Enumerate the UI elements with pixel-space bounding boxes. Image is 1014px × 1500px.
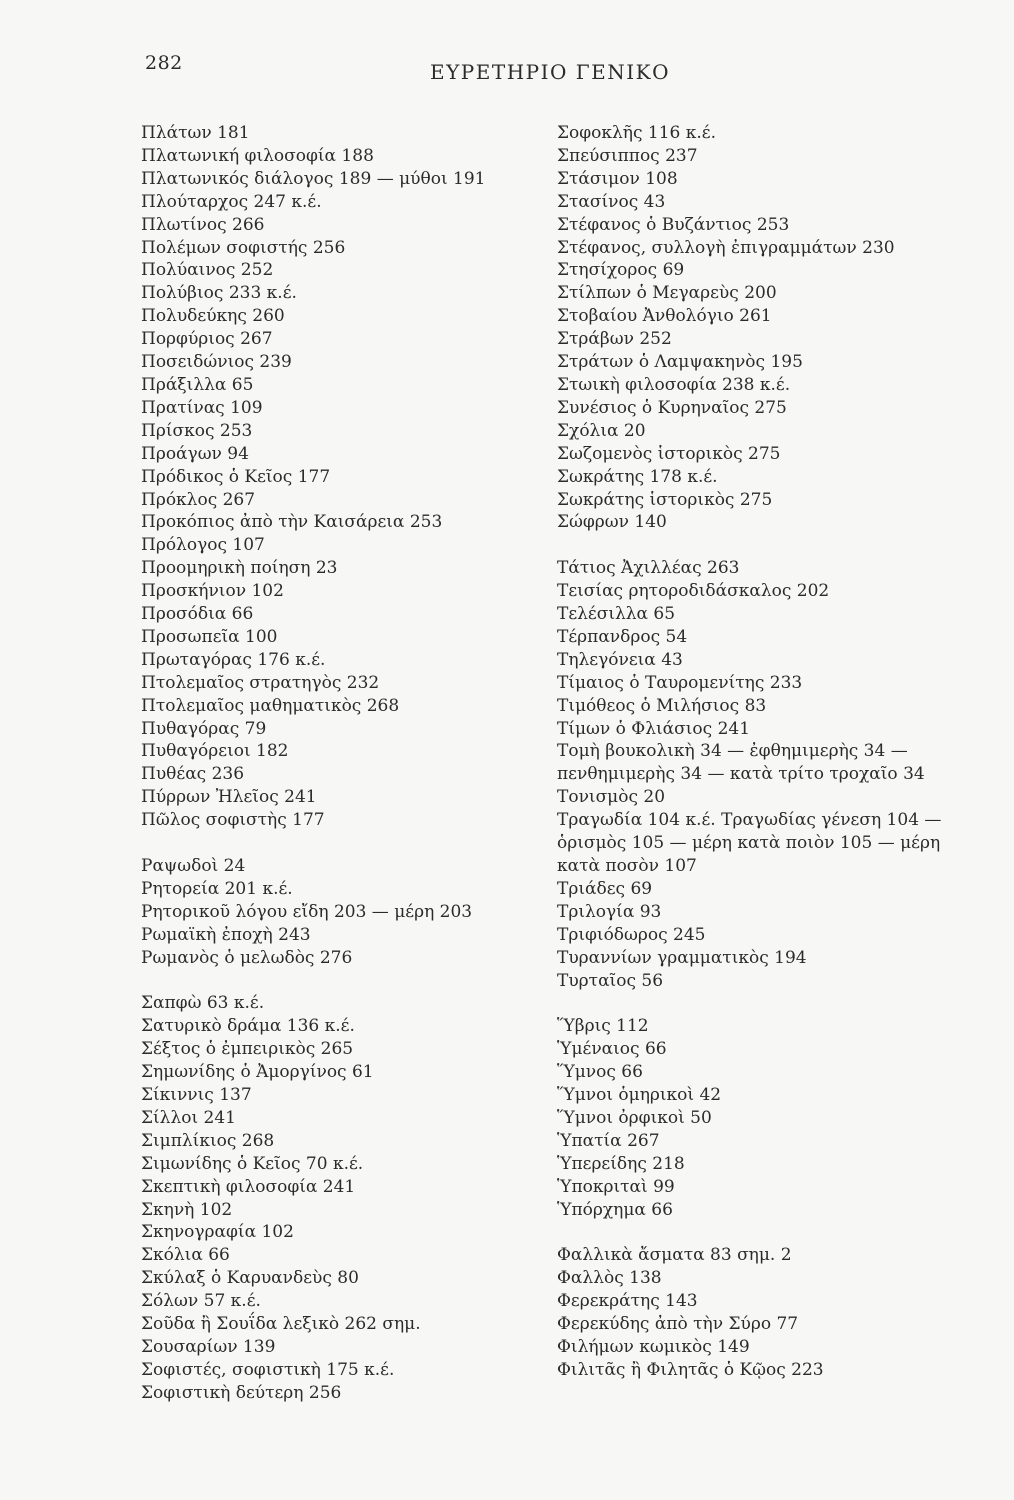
index-column-left [141, 122, 531, 1405]
index-entry: Πρωταγόρας 176 κ.έ. [141, 649, 326, 670]
index-entry: Τάτιος Ἀχιλλέας 263 [557, 558, 740, 579]
index-group-upsilon [557, 1015, 977, 1221]
index-entry: Πράξιλλα 65 [141, 374, 254, 395]
index-entry: Πτολεμαῖος στρατηγὸς 232 [141, 672, 380, 693]
index-entry: Ὑπόρχημα 66 [557, 1199, 673, 1220]
index-entry: Σωζομενὸς ἱστορικὸς 275 [557, 443, 781, 464]
index-entry: Σόλων 57 κ.έ. [141, 1291, 261, 1312]
index-entry: Σώφρων 140 [557, 512, 667, 533]
index-entry: Τονισμὸς 20 [557, 787, 666, 808]
index-entry: Σκύλαξ ὁ Καρυανδεὺς 80 [141, 1268, 359, 1289]
index-entry: Τιμόθεος ὁ Μιλήσιος 83 [557, 695, 767, 716]
index-entry: Πλάτων 181 [141, 123, 250, 143]
index-entry: Τραγωδία 104 κ.έ. Τραγωδίας γένεση 104 — ὁρισμὸς 105 — μέρη κατὰ ποιὸν 105 — μέρη κατὰ ποσὸν 107 [557, 810, 942, 876]
index-entry: Τριλογία 93 [557, 901, 662, 922]
index-entry: Ποσειδώνιος 239 [141, 352, 292, 373]
index-entry: Στράβων 252 [557, 329, 672, 350]
index-entry: Πλατωνική φιλοσοφία 188 [141, 145, 374, 166]
index-entry: Σίλλοι 241 [141, 1107, 236, 1128]
index-group-rho [141, 855, 531, 970]
index-entry: Τυραννίων γραμματικὸς 194 [557, 947, 807, 968]
index-entry: Τυρταῖος 56 [557, 970, 664, 991]
index-entry: Φιλιτᾶς ἢ Φιλητᾶς ὁ Κῷος 223 [557, 1359, 824, 1380]
index-entry: Τίμαιος ὁ Ταυρομενίτης 233 [557, 672, 803, 693]
index-entry: Τηλεγόνεια 43 [557, 649, 683, 670]
index-entry: Φερεκύδης ἀπὸ τὴν Σύρο 77 [557, 1314, 799, 1335]
index-entry: Πρόλογος 107 [141, 535, 265, 556]
index-entry: Στασίνος 43 [557, 191, 666, 212]
index-entry: Τέρπανδρος 54 [557, 626, 688, 647]
index-entry: Σοῦδα ἢ Σουΐδα λεξικὸ 262 σημ. [141, 1314, 421, 1335]
index-entry: Σιμωνίδης ὁ Κεῖος 70 κ.έ. [141, 1153, 364, 1174]
index-entry: Τελέσιλλα 65 [557, 604, 676, 625]
index-entry: Σοφιστικὴ δεύτερη 256 [141, 1382, 342, 1403]
index-entry: Σκόλια 66 [141, 1245, 230, 1266]
index-entry: Πλατωνικός διάλογος 189 — μύθοι 191 [141, 168, 486, 189]
index-entry: Πρατίνας 109 [141, 397, 263, 418]
index-entry: Προομηρικὴ ποίηση 23 [141, 558, 338, 579]
index-group-sigma-cont [557, 122, 977, 534]
index-entry: Σχόλια 20 [557, 420, 646, 441]
index-entry: Ραψωδοὶ 24 [141, 855, 246, 876]
index-entry: Φαλλικὰ ἄσματα 83 σημ. 2 [557, 1245, 792, 1266]
index-entry: Στίλπων ὁ Μεγαρεὺς 200 [557, 283, 777, 304]
index-entry: Πορφύριος 267 [141, 329, 273, 350]
index-entry: Συνέσιος ὁ Κυρηναῖος 275 [557, 397, 787, 418]
index-entry: Στοβαίου Ἀνθολόγιο 261 [557, 306, 772, 327]
index-group-sigma [141, 992, 531, 1404]
index-entry: Τίμων ὁ Φλιάσιος 241 [557, 718, 751, 739]
index-entry: Πύρρων Ἠλεῖος 241 [141, 787, 317, 808]
index-entry: Σκηνὴ 102 [141, 1199, 233, 1220]
index-entry: Φιλήμων κωμικὸς 149 [557, 1336, 750, 1357]
index-entry: Σαπφὼ 63 κ.έ. [141, 993, 265, 1014]
index-entry: Πρόδικος ὁ Κεῖος 177 [141, 466, 331, 487]
index-entry: Σωκράτης 178 κ.έ. [557, 466, 718, 487]
index-entry: Προκόπιος ἀπὸ τὴν Καισάρεια 253 [141, 512, 443, 533]
index-entry: Σοφιστές, σοφιστικὴ 175 κ.έ. [141, 1359, 395, 1380]
index-entry: Πολέμων σοφιστής 256 [141, 237, 346, 258]
index-entry: Στωικὴ φιλοσοφία 238 κ.έ. [557, 374, 791, 395]
index-entry: Ὑμέναιος 66 [557, 1039, 667, 1060]
index-entry: Προσκήνιον 102 [141, 581, 284, 602]
index-entry: Ὕβρις 112 [557, 1016, 649, 1037]
index-entry: Πλούταρχος 247 κ.έ. [141, 191, 322, 212]
index-entry: Σουσαρίων 139 [141, 1337, 276, 1357]
index-entry: Ὕμνος 66 [557, 1062, 643, 1083]
index-entry: Ρητορεία 201 κ.έ. [141, 878, 293, 899]
index-entry: Στησίχορος 69 [557, 260, 685, 281]
index-entry: Προσωπεῖα 100 [141, 626, 278, 647]
index-entry: Σιμπλίκιος 268 [141, 1130, 275, 1151]
index-entry: Σκεπτικὴ φιλοσοφία 241 [141, 1176, 356, 1197]
index-entry: Ὑπερείδης 218 [557, 1153, 685, 1174]
index-entry: Πρίσκος 253 [141, 420, 253, 441]
index-entry: Στέφανος, συλλογὴ ἐπιγραμμάτων 230 [557, 237, 895, 258]
index-entry: Φερεκράτης 143 [557, 1291, 698, 1312]
index-entry: Πολύβιος 233 κ.έ. [141, 283, 297, 304]
index-entry: Πολυδεύκης 260 [141, 306, 285, 327]
index-entry: Ρωμανὸς ὁ μελωδὸς 276 [141, 947, 353, 968]
page-number: 282 [145, 52, 183, 74]
index-entry: Πολύαινος 252 [141, 260, 274, 281]
index-entry: Πυθαγόρειοι 182 [141, 741, 289, 762]
index-entry: Τομὴ βουκολικὴ 34 — ἐφθημιμερὴς 34 — πενθημιμερὴς 34 — κατὰ τρίτο τροχαῖο 34 [557, 741, 925, 785]
index-entry: Φαλλὸς 138 [557, 1268, 662, 1289]
index-entry: Πτολεμαῖος μαθηματικὸς 268 [141, 695, 400, 716]
index-entry: Ὑποκριταὶ 99 [557, 1176, 675, 1197]
index-entry: Σοφοκλῆς 116 κ.έ. [557, 123, 716, 143]
running-head: ΕΥΡΕΤΗΡΙΟ ΓΕΝΙΚΟ [430, 60, 670, 84]
index-entry: Σπεύσιππος 237 [557, 145, 698, 166]
index-entry: Προάγων 94 [141, 443, 249, 464]
index-entry: Στάσιμον 108 [557, 168, 678, 189]
index-entry: Σέξτος ὁ ἐμπειρικὸς 265 [141, 1039, 354, 1060]
index-group-phi [557, 1244, 977, 1381]
index-entry: Τριάδες 69 [557, 878, 653, 899]
index-entry: Πλωτίνος 266 [141, 214, 265, 235]
index-entry: Σίκιννις 137 [141, 1085, 252, 1106]
index-entry: Σημωνίδης ὁ Ἀμοργίνος 61 [141, 1062, 374, 1083]
index-entry: Σκηνογραφία 102 [141, 1222, 294, 1243]
index-entry: Πυθαγόρας 79 [141, 718, 267, 739]
index-entry: Στέφανος ὁ Βυζάντιος 253 [557, 214, 790, 235]
index-entry: Σατυρικὸ δράμα 136 κ.έ. [141, 1016, 355, 1037]
index-entry: Τεισίας ρητοροδιδάσκαλος 202 [557, 581, 830, 602]
index-entry: Προσόδια 66 [141, 604, 254, 625]
index-entry: Ρωμαϊκὴ ἐποχὴ 243 [141, 924, 311, 945]
index-entry: Ὕμνοι ὁμηρικοὶ 42 [557, 1085, 722, 1106]
index-entry: Σωκράτης ἱστορικὸς 275 [557, 489, 773, 510]
index-entry: Ρητορικοῦ λόγου εἴδη 203 — μέρη 203 [141, 901, 473, 922]
index-entry: Τριφιόδωρος 245 [557, 924, 706, 945]
index-entry: Πῶλος σοφιστὴς 177 [141, 810, 325, 831]
index-entry: Ὕμνοι ὀρφικοὶ 50 [557, 1107, 712, 1128]
index-entry: Πυθέας 236 [141, 764, 245, 785]
index-group-tau [557, 557, 977, 992]
index-column-right [557, 122, 977, 1382]
index-entry: Στράτων ὁ Λαμψακηνὸς 195 [557, 352, 803, 373]
index-entry: Πρόκλος 267 [141, 489, 256, 510]
index-group-pi [141, 122, 531, 832]
index-entry: Ὑπατία 267 [557, 1130, 660, 1151]
